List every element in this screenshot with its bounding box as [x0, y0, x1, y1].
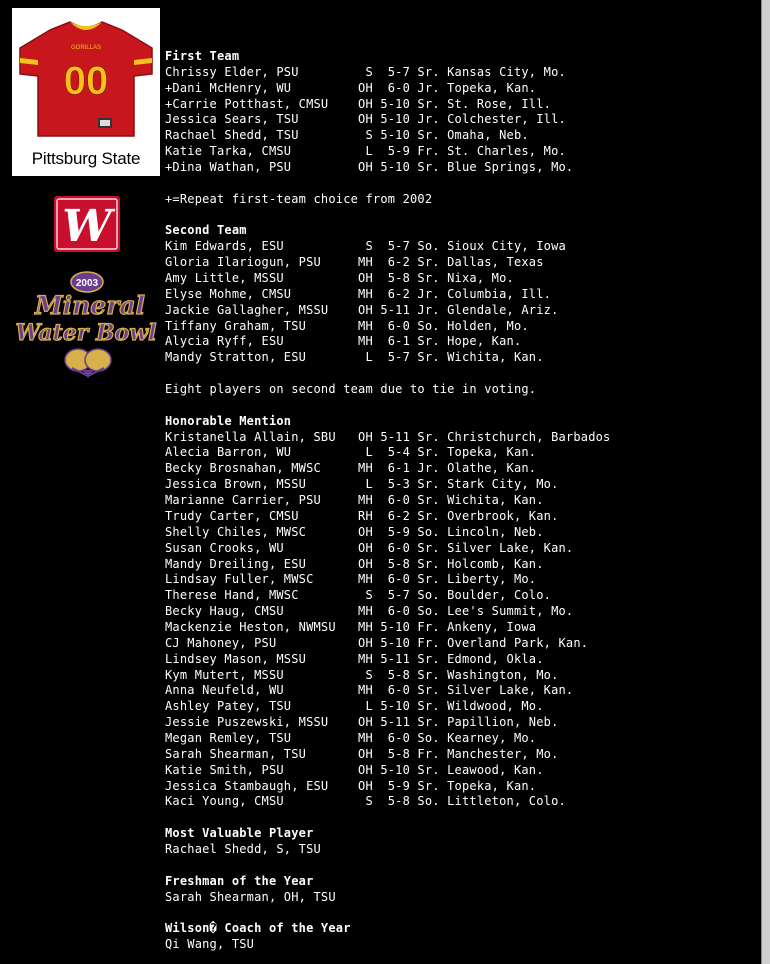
text-line: Shelly Chiles, MWSC OH 5-9 So. Lincoln, Neb. [165, 524, 544, 539]
text-line: Sarah Shearman, TSU OH 5-8 Fr. Manchester, Mo. [165, 746, 559, 761]
text-line: Kim Edwards, ESU S 5-7 So. Sioux City, Iowa [165, 239, 566, 254]
text-line: Jackie Gallagher, MSSU OH 5-11 Jr. Glendale, Ariz. [165, 302, 559, 317]
text-line: +Carrie Potthast, CMSU OH 5-10 Sr. St. Rose, Ill. [165, 96, 552, 111]
text-line: Amy Little, MSSU OH 5-8 Sr. Nixa, Mo. [165, 271, 514, 286]
text-line: Alycia Ryff, ESU MH 6-1 Sr. Hope, Kan. [165, 334, 522, 349]
blank-line [165, 858, 755, 874]
text-line: Ashley Patey, TSU L 5-10 Sr. Wildwood, Mo. [165, 699, 544, 714]
text-line: Trudy Carter, CMSU RH 6-2 Sr. Overbrook, Kan. [165, 508, 559, 523]
blank-line [165, 398, 755, 414]
section-heading: Most Valuable Player [165, 826, 314, 841]
text-line: Rachael Shedd, TSU S 5-10 Sr. Omaha, Neb. [165, 128, 529, 143]
text-line: Chrissy Elder, PSU S 5-7 Sr. Kansas City, Mo. [165, 64, 566, 79]
text-line: +=Repeat first-team choice from 2002 [165, 191, 433, 206]
text-line: Alecia Barron, WU L 5-4 Sr. Topeka, Kan. [165, 445, 537, 460]
mineral-water-bowl-logo [12, 270, 162, 382]
scrollbar-track[interactable] [762, 0, 770, 964]
section-heading: Freshman of the Year [165, 873, 314, 888]
text-line: Kym Mutert, MSSU S 5-8 Sr. Washington, Mo. [165, 667, 559, 682]
all-conference-list [165, 49, 755, 953]
text-line: +Dani McHenry, WU OH 6-0 Jr. Topeka, Kan. [165, 80, 537, 95]
text-line: Mandy Stratton, ESU L 5-7 Sr. Wichita, Kan. [165, 350, 544, 365]
text-line: Lindsay Fuller, MWSC MH 6-0 Sr. Liberty, Mo. [165, 572, 537, 587]
bowl-line1: Mineral [34, 291, 146, 320]
text-line: Elyse Mohme, CMSU MH 6-2 Jr. Columbia, Ill. [165, 286, 552, 301]
section-heading: Wilson� Coach of the Year [165, 921, 351, 936]
text-line: Rachael Shedd, S, TSU [165, 841, 321, 856]
bowl-year: 2003 [75, 278, 99, 289]
text-line: Anna Neufeld, WU MH 6-0 Sr. Silver Lake, Kan. [165, 683, 574, 698]
text-line: Mackenzie Heston, NWMSU MH 5-10 Fr. Ankeny, Iowa [165, 619, 537, 634]
left-margin [0, 0, 10, 964]
text-line: Lindsey Mason, MSSU MH 5-11 Sr. Edmond, Okla. [165, 651, 544, 666]
text-line: Jessie Puszewski, MSSU OH 5-11 Sr. Papillion, Neb. [165, 715, 559, 730]
psu-caption: Pittsburg State [31, 149, 141, 168]
text-line: Katie Tarka, CMSU L 5-9 Fr. St. Charles, Mo. [165, 144, 566, 159]
text-line: Qi Wang, TSU [165, 937, 255, 952]
wilson-logo [54, 196, 120, 252]
text-line: Susan Crooks, WU OH 6-0 Sr. Silver Lake, Kan. [165, 540, 574, 555]
text-line: Kristanella Allain, SBU OH 5-11 Sr. Christchurch, Barbados [165, 429, 611, 444]
blank-line [165, 366, 755, 382]
text-line: +Dina Wathan, PSU OH 5-10 Sr. Blue Springs, Mo. [165, 160, 574, 175]
text-line: Jessica Brown, MSSU L 5-3 Sr. Stark City, Mo. [165, 477, 559, 492]
section-heading: Second Team [165, 223, 247, 238]
text-line: Jessica Stambaugh, ESU OH 5-9 Sr. Topeka, Kan. [165, 778, 537, 793]
text-line: Sarah Shearman, OH, TSU [165, 889, 336, 904]
bowl-line2: Water Bowl [15, 320, 157, 346]
jersey-text: GORILLAS [70, 45, 102, 51]
text-line: Gloria Ilariogun, PSU MH 6-2 Sr. Dallas, Texas [165, 255, 544, 270]
text-line: Mandy Dreiling, ESU OH 5-8 Sr. Holcomb, Kan. [165, 556, 544, 571]
blank-line [165, 176, 755, 192]
section-heading: Honorable Mention [165, 413, 292, 428]
text-line: CJ Mahoney, PSU OH 5-10 Fr. Overland Park, Kan. [165, 635, 589, 650]
pittsburg-state-logo [12, 8, 160, 176]
text-line: Becky Brosnahan, MWSC MH 6-1 Jr. Olathe, Kan. [165, 461, 537, 476]
jersey-icon [12, 8, 160, 148]
text-line: Marianne Carrier, PSU MH 6-0 Sr. Wichita, Kan. [165, 493, 544, 508]
text-line: Jessica Sears, TSU OH 5-10 Jr. Colchester, Ill. [165, 112, 566, 127]
jersey-number: 00 [63, 59, 109, 103]
text-line: Eight players on second team due to tie in voting. [165, 382, 537, 397]
text-line: Megan Remley, TSU MH 6-0 So. Kearney, Mo. [165, 730, 537, 745]
wilson-letter: W [62, 201, 112, 252]
text-line: Tiffany Graham, TSU MH 6-0 So. Holden, Mo. [165, 318, 529, 333]
text-line: Becky Haug, CMSU MH 6-0 So. Lee's Summit, Mo. [165, 604, 574, 619]
text-line: Katie Smith, PSU OH 5-10 Sr. Leawood, Kan. [165, 762, 544, 777]
text-line: Kaci Young, CMSU S 5-8 So. Littleton, Colo. [165, 794, 566, 809]
blank-line [165, 905, 755, 921]
blank-line [165, 208, 755, 224]
blank-line [165, 810, 755, 826]
text-line: Therese Hand, MWSC S 5-7 So. Boulder, Colo. [165, 588, 552, 603]
section-heading: First Team [165, 49, 240, 63]
